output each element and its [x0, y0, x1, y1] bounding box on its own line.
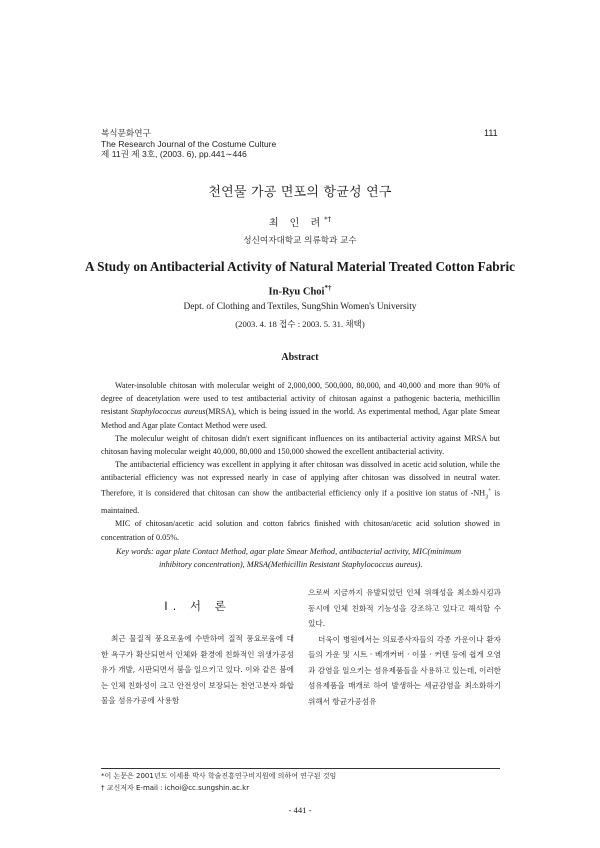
title-english: A Study on Antibacterial Activity of Natural Material Treated Cotton Fabric	[84, 259, 515, 274]
footnote-funding: *이 논문은 2001년도 이세용 박사 학술진흥연구비지원에 의하여 연구된 것임	[101, 772, 337, 780]
received-dates: (2003. 4. 18 접수 : 2003. 5. 31. 채택)	[235, 319, 365, 329]
footnotes	[101, 771, 500, 794]
affiliation-english: Dept. of Clothing and Textiles, SungShin Women's University	[183, 302, 417, 312]
section-heading-introduction: Ⅰ. 서 론	[164, 599, 231, 613]
footnote-corresponding-author: † 교신저자 E-mail : ichoi@cc.sungshin.ac.kr	[101, 783, 250, 792]
journal-name-en: The Research Journal of the Costume Culture	[101, 138, 277, 149]
abstract-paragraph-2: The moleculur weight of chitosan didn't exert significant influences on its antibacterial activity against MRSA but chitosan having molecular weight 40,000, 80,000 and 150,000 showed the excellent antibacterial activity.	[101, 433, 500, 457]
keywords	[116, 545, 496, 572]
author-korean-name: 최 인 려	[268, 218, 325, 229]
author-english-mark: *†	[324, 284, 332, 292]
abstract-paragraph-4: MIC of chitosan/acetic acid solution and cotton fabrics finished with chitosan/acetic acid solution showed in concentration of 0.05%.	[101, 519, 500, 542]
journal-name-ko: 복식문화연구	[101, 128, 151, 138]
keywords-label: Key words:	[116, 547, 154, 556]
author-korean-mark: *†	[324, 215, 332, 224]
running-head	[101, 128, 276, 160]
keywords-line-2: inhibitory concentration), MRSA(Methicillin Resistant Staphylococcus aureus).	[159, 560, 423, 570]
title-korean: 천연물 가공 면포의 항균성 연구	[208, 185, 392, 200]
abstract-paragraph-3: The antibacterial efficiency was excellent in applying it after chitosan was dissolved in acetic acid solution, while the antibacterial efficiency was not expressed nearly in case of applying after chitosan was dissolved in neutral water. Therefore, it is considered that chitosan can show the antibacterial efficiency only if a positive ion status of $-NH_3^+$ is maintained.	[101, 460, 500, 516]
page-number-top: 111	[484, 128, 498, 138]
affiliation-korean: 성신여자대학교 의류학과 교수	[243, 236, 357, 246]
intro-paragraph-1-continued: 으로써 지금까지 유발되었던 인체 위해성을 최소화시킴과 동시에 인체 친화적 기능성을 강조하고 있다고 해석할 수 있다.	[308, 588, 501, 628]
keywords-line-1: agar plate Contact Method, agar plate Smear Method, antibacterial activity, MIC(minimum	[155, 547, 462, 556]
body-column-right	[308, 585, 501, 709]
author-english-name: In-Ryu Choi	[268, 286, 325, 298]
intro-paragraph-2: 더욱이 병원에서는 의료종사자들의 각종 가운이나 환자들의 가운 및 시트 · 베개커버 · 이불 · 커텐 등에 쉽게 오염과 감염을 일으키는 섬유제품들을 사용하고 있는데, 이러한 섬유제품을 매개로 하여 발생하는 세균감염을 최소화하기 위해서 항균가공섬유	[308, 634, 501, 706]
intro-paragraph-1: 최근 물질적 풍요로움에 수반하여 질적 풍요로움에 대한 욕구가 확산되면서 인체와 환경에 친화적인 위생가공섬유가 개발, 시판되면서 붐을 일으키고 있다. 이와 같은 붐에는 인체 친화성이 크고 안전성이 보장되는 천연고분자 화합물을 섬유가공에 사용함	[101, 634, 294, 705]
page-number-footer: - 441 -	[288, 805, 312, 815]
volume-line: 제 11권 제 3호, (2003. 6), pp.441∼446	[101, 149, 247, 160]
abstract-heading: Abstract	[281, 352, 319, 363]
footnote-divider	[101, 768, 500, 769]
author-english	[0, 284, 600, 298]
abstract-paragraph-1: Water-insoluble chitosan with molecular weight of 2,000,000, 500,000, 80,000, and 40,000 and more than 90% of degree of deacetylation were used to test antibacterial activity of chitosan against a pathogenic bacteria, methicillin resistant Staphylococcus aureus(MRSA), which is being issued in the world. As experimental method, Agar plate Smear Method and Agar plate Contact Method were used.	[101, 381, 501, 430]
abstract-body	[101, 379, 500, 544]
author-korean	[0, 214, 600, 229]
body-column-left	[101, 585, 294, 709]
